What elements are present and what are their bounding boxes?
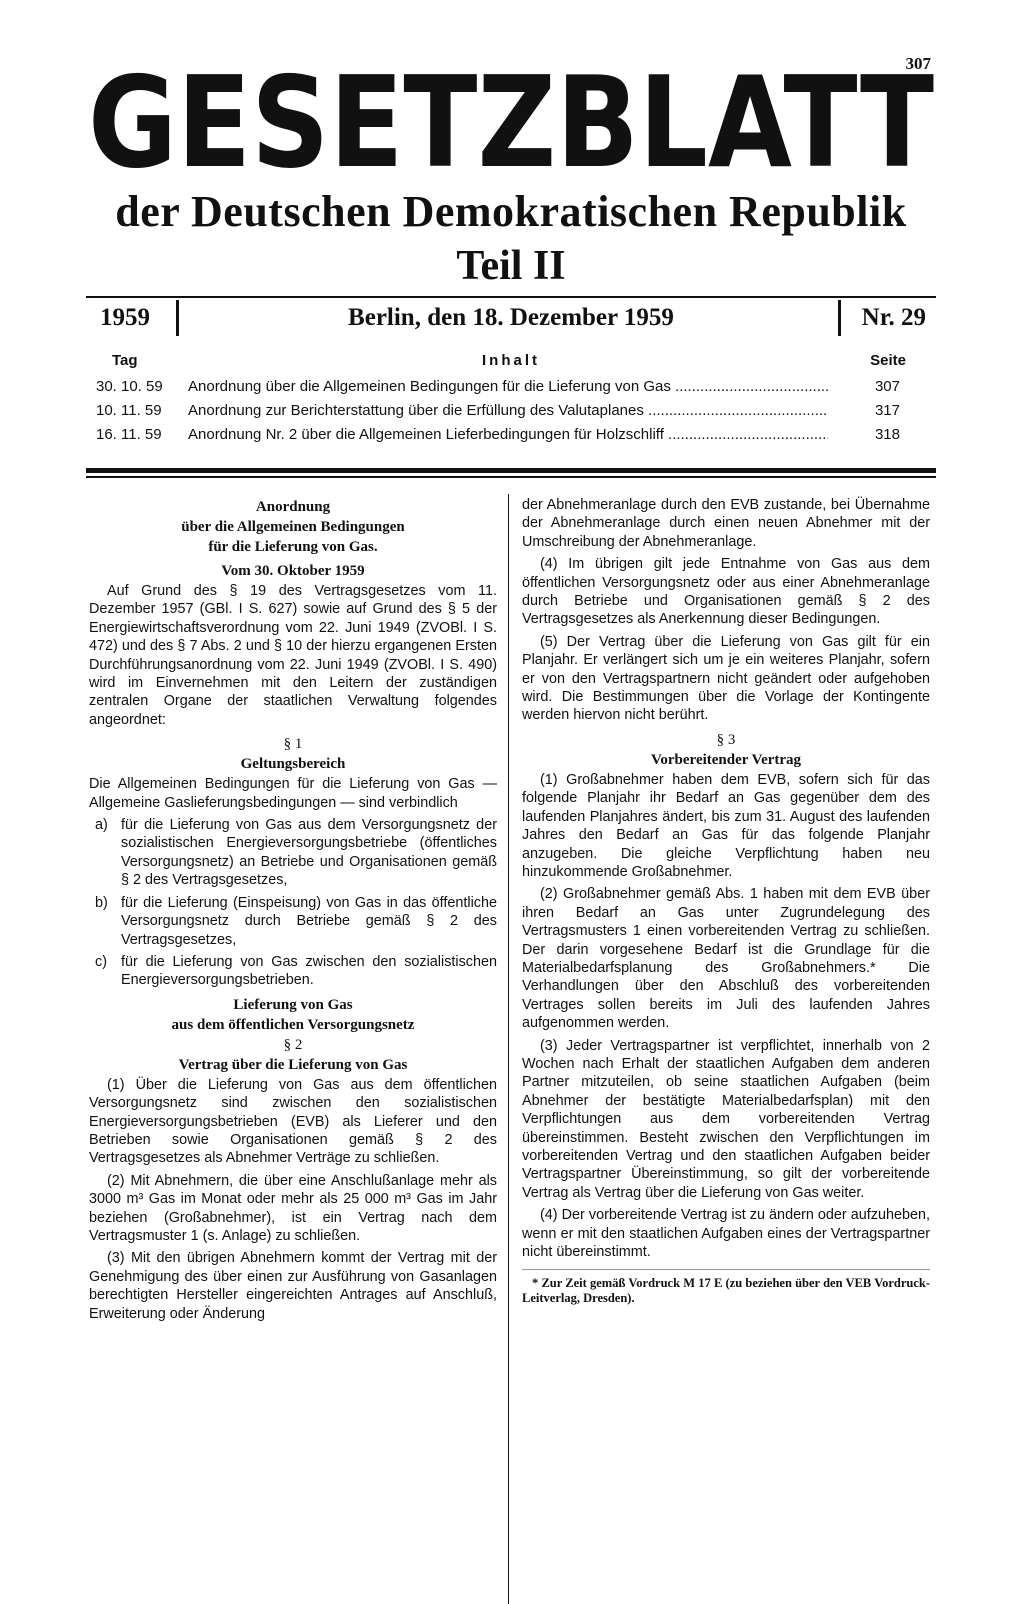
footnote: * Zur Zeit gemäß Vordruck M 17 E (zu beziehen über den VEB Vordruck-Leitverlag, Dresden). [522, 1269, 930, 1306]
toc-row [86, 378, 936, 402]
part-title: Lieferung von Gas [233, 996, 353, 1013]
header-rule [86, 468, 936, 473]
toc-col-page: Seite [870, 352, 906, 369]
list-item [89, 816, 497, 890]
toc-row [86, 426, 936, 450]
right-column [522, 496, 930, 1306]
section-title: Vertrag über die Lieferung von Gas [178, 1056, 408, 1073]
toc-page: 318 [874, 426, 900, 443]
list-item-label: b) [95, 894, 108, 911]
list-item [89, 894, 497, 949]
decree-title-line: Anordnung [255, 499, 331, 515]
issue-divider [176, 300, 179, 336]
decree-title-line: über die Allgemeinen Bedingungen [181, 519, 405, 535]
column-divider [508, 494, 509, 1604]
issue-place-date: Berlin, den 18. Dezember 1959 [348, 304, 674, 331]
issue-bar [86, 296, 936, 340]
masthead-title-text: GESETZBLATT [88, 62, 935, 182]
masthead-title [86, 62, 936, 182]
preamble: Auf Grund des § 19 des Vertragsgesetzes vom 11. Dezember 1957 (GBl. I S. 627) sowie auf Grund des § 5 der Energiewirtschaftsverordnung vom 22. Juni 1949 (ZVOBl. I S. 472) und des § 7 Abs. 2 und § 10 der hierzu ergangenen Ersten Durchführungsanordnung vom 22. Juni 1949 (ZVOBl. I S. 490) wird im Einvernehmen mit den Leitern der zuständigen zentralen Organe der staatlichen Verwaltung folgendes angeordnet: [89, 583, 497, 728]
toc-col-day: Tag [112, 352, 138, 369]
issue-year: 1959 [100, 304, 150, 331]
toc-row [86, 402, 936, 426]
paragraph: (3) Jeder Vertragspartner ist verpflichtet, innerhalb von 2 Wochen nach Erhalt der staatlichen Aufgaben dem anderen Partner mitzuteilen, ob seine staatlichen Aufgaben (beim Abnehmer der bestätigte Materialbedarfsplan) mit den Verpflichtungen aus dem vorbereitenden Vertrag übereinstimmen. Besteht zwischen den Verpflichtungen im vorbereitenden Vertrag und den staatlichen Aufgaben beider Vertragspartner Übereinstimmung, so gilt der vorbereitende Vertrag als Vertrag über die Lieferung von Gas weiter. [522, 1037, 930, 1201]
toc-page: 317 [874, 402, 900, 419]
toc-date: 30. 10. 59 [96, 378, 163, 395]
masthead-title-svg [86, 62, 936, 182]
masthead-subtitle: der Deutschen Demokratischen Republik [115, 187, 907, 236]
list-item-text: für die Lieferung (Einspeisung) von Gas in das öffentliche Versorgungsnetz durch Betriebe gemäß § 2 des Vertragsgesetzes, [121, 894, 497, 948]
toc-title: Anordnung über die Allgemeinen Bedingungen für die Lieferung von Gas ..... [188, 378, 828, 395]
issue-divider [838, 300, 841, 336]
toc-title: Anordnung zur Berichterstattung über die Erfüllung des Valutaplanes ..... [188, 402, 828, 419]
left-column [89, 496, 497, 1327]
paragraph: (1) Über die Lieferung von Gas aus dem öffentlichen Versorgungsnetz sind zwischen den sozialistischen Energieversorgungsbetrieben (EVB) als Lieferer und den Betrieben sowie Organisationen gemäß § 2 des Vertragsgesetzes als Abnehmer Verträge zu schließen. [89, 1076, 497, 1167]
list-item-label: c) [95, 953, 107, 970]
toc-header [86, 352, 936, 378]
decree-title-line: für die Lieferung von Gas. [208, 539, 378, 555]
list-item-text: für die Lieferung von Gas aus dem Versorgungsnetz der sozialistischen Energieversorgungsbetriebe (öffentliches Versorgungsnetz) an Betriebe und Organisationen gemäß § 2 des Vertragsgesetzes, [121, 817, 497, 889]
section-number: § 3 [716, 731, 736, 748]
toc-page: 307 [874, 378, 900, 395]
paragraph: (3) Mit den übrigen Abnehmern kommt der Vertrag mit der Genehmigung des über einen zur Ausführung von Gasanlagen berechtigten Hersteller eingereichten Antrages auf Anschluß, Erweiterung oder Änderung [89, 1250, 497, 1322]
issue-number: Nr. 29 [861, 304, 926, 331]
toc-date: 16. 11. 59 [96, 426, 162, 443]
page-number: 307 [905, 54, 931, 73]
section-number: § 2 [283, 1036, 303, 1053]
section-number: § 1 [283, 736, 303, 753]
list-item [89, 953, 497, 990]
paragraph: (5) Der Vertrag über die Lieferung von Gas gilt für ein Planjahr. Er verlängert sich um je ein weiteres Planjahr, sofern er von den Vertragspartnern nicht geändert oder aufgehoben wird. Die Bestimmungen über die Vorlage der Kontingente werden hiervon nicht berührt. [522, 633, 930, 724]
paragraph: (4) Der vorbereitende Vertrag ist zu ändern oder aufzuheben, wenn er mit den staatlichen Aufgaben eines der Vertragspartner nicht übereinstimmt. [522, 1207, 930, 1261]
part-title: aus dem öffentlichen Versorgungsnetz [171, 1016, 415, 1033]
header-rule-thin [86, 476, 936, 478]
toc-col-contents: Inhalt [482, 352, 540, 369]
table-of-contents [86, 352, 936, 450]
section-title: Geltungsbereich [240, 756, 346, 773]
masthead-part: Teil II [456, 243, 566, 289]
list-item-label: a) [95, 817, 108, 834]
list-item-text: für die Lieferung von Gas zwischen den sozialistischen Energieversorgungsbetrieben. [121, 953, 497, 989]
paragraph: (2) Großabnehmer gemäß Abs. 1 haben mit dem EVB über ihren Bedarf an Gas unter Zugrundelegung des Vertragsmusters 1 einen vorbereitenden Vertrag zu schließen. Der darin vorgesehene Bedarf ist die Grundlage für die Materialbedarfsplanung des Großabnehmers.* Die Verhandlungen über den Abschluß des vorbereitenden Vertrages sollen bereits im Juli des laufenden Jahres aufgenommen werden. [522, 886, 930, 1032]
section-title: Vorbereitender Vertrag [650, 751, 802, 768]
toc-date: 10. 11. 59 [96, 402, 162, 419]
paragraph: (2) Mit Abnehmern, die über eine Anschlußanlage mehr als 3000 m³ Gas im Monat oder mehr als 25 000 m³ Gas im Jahr beziehen (Großabnehmer), ist ein Vertrag nach dem Vertragsmuster 1 (s. Anlage) zu schließen. [89, 1172, 497, 1244]
paragraph: der Abnehmeranlage durch den EVB zustande, bei Übernahme der Abnehmeranlage durch einen neuen Abnehmer mit der Umschreibung der Abnehmeranlage. [522, 497, 930, 550]
toc-title: Anordnung Nr. 2 über die Allgemeinen Lieferbedingungen für Holzschliff ..... [188, 426, 828, 443]
paragraph: (1) Großabnehmer haben dem EVB, sofern sich für das folgende Planjahr ihr Bedarf an Gas gegenüber dem des laufenden Planjahres ändert, bis zum 31. August des laufenden Jahres den Bedarf an Gas für das folgende Planjahr anzugeben. Die gleiche Verpflichtung haben neu hinzukommende Großabnehmer. [522, 771, 930, 880]
paragraph: (4) Im übrigen gilt jede Entnahme von Gas aus dem öffentlichen Versorgungsnetz oder aus einer Abnehmeranlage durch Betriebe und Organisationen gemäß § 2 des Vertragsgesetzes als Anerkennung dieser Bedingungen. [522, 556, 930, 628]
paragraph: Die Allgemeinen Bedingungen für die Lieferung von Gas — Allgemeine Gaslieferungsbedingungen — sind verbindlich [89, 776, 497, 811]
decree-date: Vom 30. Oktober 1959 [221, 563, 365, 579]
